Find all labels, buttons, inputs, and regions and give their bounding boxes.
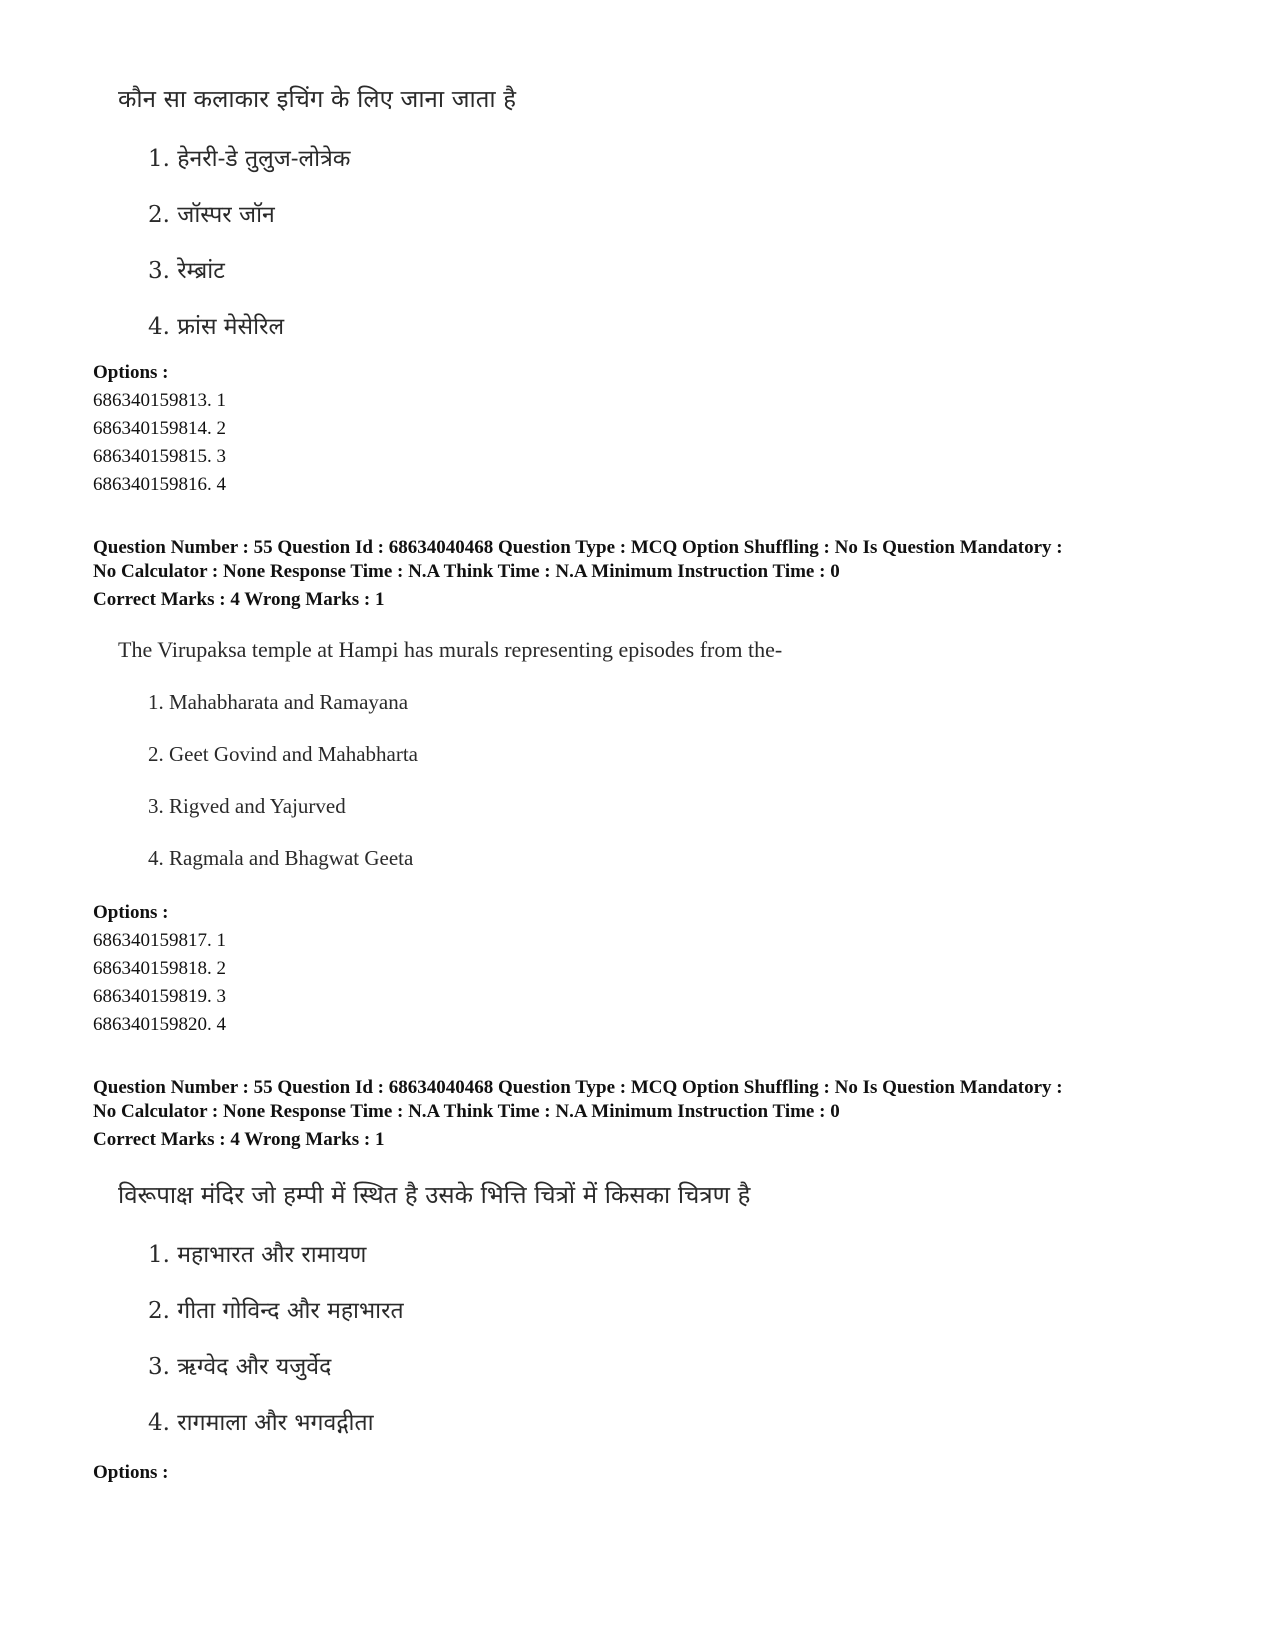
option-id-line: 686340159820. 4 [93, 1014, 226, 1035]
option-id-line: 686340159816. 4 [93, 474, 226, 495]
options-label: Options : [93, 902, 169, 923]
choice-1: 1. हेनरी-डे तुलुज-लोत्रेक [148, 146, 351, 172]
option-id-line: 686340159817. 1 [93, 930, 226, 951]
option-id-line: 686340159814. 2 [93, 418, 226, 439]
choice-4: 4. रागमाला और भगवद्गीता [148, 1410, 374, 1436]
choice-3: 3. रेम्ब्रांट [148, 258, 225, 284]
option-id-line: 686340159818. 2 [93, 958, 226, 979]
options-label: Options : [93, 1462, 169, 1483]
question-meta-line: Question Number : 55 Question Id : 68634040468 Question Type : MCQ Option Shuffling : No Is Question Mandatory : [93, 537, 1063, 558]
question-stem-hindi-1: कौन सा कलाकार इचिंग के लिए जाना जाता है [118, 85, 516, 113]
question-meta-line: No Calculator : None Response Time : N.A Think Time : N.A Minimum Instruction Time : 0 [93, 561, 840, 582]
choice-3: 3. ऋग्वेद और यजुर्वेद [148, 1354, 332, 1380]
question-stem-hindi-2: विरूपाक्ष मंदिर जो हम्पी में स्थित है उसके भित्ति चित्रों में किसका चित्रण है [118, 1181, 751, 1209]
choice-4: 4. Ragmala and Bhagwat Geeta [148, 846, 414, 870]
question-stem-english: The Virupaksa temple at Hampi has murals representing episodes from the- [118, 637, 783, 662]
options-label: Options : [93, 362, 169, 383]
marks-line: Correct Marks : 4 Wrong Marks : 1 [93, 589, 385, 610]
question-meta-line: Question Number : 55 Question Id : 68634040468 Question Type : MCQ Option Shuffling : No Is Question Mandatory : [93, 1077, 1063, 1098]
choice-1: 1. महाभारत और रामायण [148, 1242, 367, 1268]
choice-2: 2. जॉस्पर जॉन [148, 202, 275, 228]
option-id-line: 686340159813. 1 [93, 390, 226, 411]
marks-line: Correct Marks : 4 Wrong Marks : 1 [93, 1129, 385, 1150]
choice-3: 3. Rigved and Yajurved [148, 794, 346, 818]
choice-2: 2. गीता गोविन्द और महाभारत [148, 1298, 404, 1324]
question-meta-line: No Calculator : None Response Time : N.A Think Time : N.A Minimum Instruction Time : 0 [93, 1101, 840, 1122]
choice-1: 1. Mahabharata and Ramayana [148, 690, 409, 714]
option-id-line: 686340159815. 3 [93, 446, 226, 467]
option-id-line: 686340159819. 3 [93, 986, 226, 1007]
choice-2: 2. Geet Govind and Mahabharta [148, 742, 418, 766]
choice-4: 4. फ्रांस मेसेरिल [148, 314, 285, 340]
